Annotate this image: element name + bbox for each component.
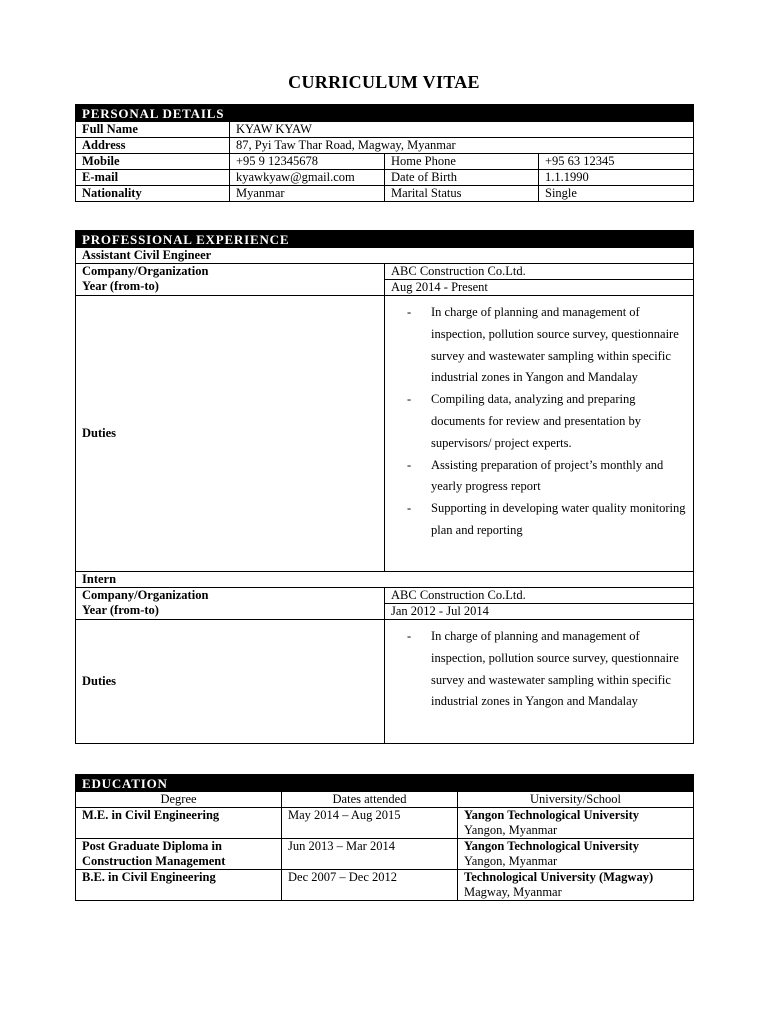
dates-cell: Dec 2007 – Dec 2012 [282, 870, 458, 901]
degree-cell: Post Graduate Diploma in Construction Management [76, 839, 282, 870]
dates-column-header: Dates attended [282, 792, 458, 808]
company-label: Company/Organization [82, 588, 209, 602]
job-company: ABC Construction Co.Ltd. [385, 588, 694, 604]
address-label: Address [76, 138, 230, 154]
experience-header: PROFESSIONAL EXPERIENCE [76, 231, 694, 248]
school-cell [458, 870, 694, 901]
school-cell [458, 808, 694, 839]
personal-details-header: PERSONAL DETAILS [76, 105, 694, 122]
duty-item: - In charge of planning and management of inspection, pollution source survey, questionnaire survey and wastewater sampling within specific industrial zones in Yangon and Mandalay [385, 302, 693, 389]
duty-item: - Supporting in developing water quality monitoring plan and reporting [385, 498, 693, 542]
education-header: EDUCATION [76, 775, 694, 792]
home-phone-label: Home Phone [385, 154, 539, 170]
school-cell [458, 839, 694, 870]
dob-label: Date of Birth [385, 170, 539, 186]
company-label: Company/Organization [82, 264, 209, 278]
email-value: kyawkyaw@gmail.com [230, 170, 385, 186]
job-meta-labels [76, 264, 385, 296]
job-duties [385, 620, 694, 744]
education-table [75, 774, 694, 901]
email-label: E-mail [76, 170, 230, 186]
education-row [76, 839, 694, 870]
year-label: Year (from-to) [82, 603, 159, 617]
education-row [76, 808, 694, 839]
duty-item: - In charge of planning and management of inspection, pollution source survey, questionnaire survey and wastewater sampling within specific industrial zones in Yangon and Mandalay [385, 626, 693, 713]
dob-value: 1.1.1990 [539, 170, 694, 186]
dates-cell: Jun 2013 – Mar 2014 [282, 839, 458, 870]
school-name: Yangon Technological University [464, 808, 640, 822]
home-phone-value: +95 63 12345 [539, 154, 694, 170]
job-role: Intern [76, 572, 694, 588]
job-company: ABC Construction Co.Ltd. [385, 264, 694, 280]
job-duties [385, 296, 694, 572]
document-title: CURRICULUM VITAE [288, 72, 480, 92]
job-meta-labels [76, 588, 385, 620]
duty-item: - Compiling data, analyzing and preparing documents for review and presentation by supervisors/ project experts. [385, 389, 693, 454]
job-years: Aug 2014 - Present [385, 280, 694, 296]
duty-item: - Assisting preparation of project’s monthly and yearly progress report [385, 455, 693, 499]
full-name-label: Full Name [76, 122, 230, 138]
full-name-value: KYAW KYAW [230, 122, 694, 138]
job-years: Jan 2012 - Jul 2014 [385, 604, 694, 620]
degree-cell: B.E. in Civil Engineering [76, 870, 282, 901]
school-location: Magway, Myanmar [464, 885, 562, 899]
degree-cell: M.E. in Civil Engineering [76, 808, 282, 839]
duties-label: Duties [76, 296, 385, 572]
job-role: Assistant Civil Engineer [76, 248, 694, 264]
school-location: Yangon, Myanmar [464, 823, 558, 837]
school-location: Yangon, Myanmar [464, 854, 558, 868]
personal-details-table [75, 104, 694, 202]
nationality-label: Nationality [76, 186, 230, 202]
marital-label: Marital Status [385, 186, 539, 202]
marital-value: Single [539, 186, 694, 202]
mobile-label: Mobile [76, 154, 230, 170]
nationality-value: Myanmar [230, 186, 385, 202]
school-name: Yangon Technological University [464, 839, 640, 853]
degree-column-header: Degree [76, 792, 282, 808]
school-name: Technological University (Magway) [464, 870, 654, 884]
year-label: Year (from-to) [82, 279, 159, 293]
duties-label: Duties [76, 620, 385, 744]
experience-table [75, 230, 694, 744]
address-value: 87, Pyi Taw Thar Road, Magway, Myanmar [230, 138, 694, 154]
education-row [76, 870, 694, 901]
mobile-value: +95 9 12345678 [230, 154, 385, 170]
dates-cell: May 2014 – Aug 2015 [282, 808, 458, 839]
school-column-header: University/School [458, 792, 694, 808]
